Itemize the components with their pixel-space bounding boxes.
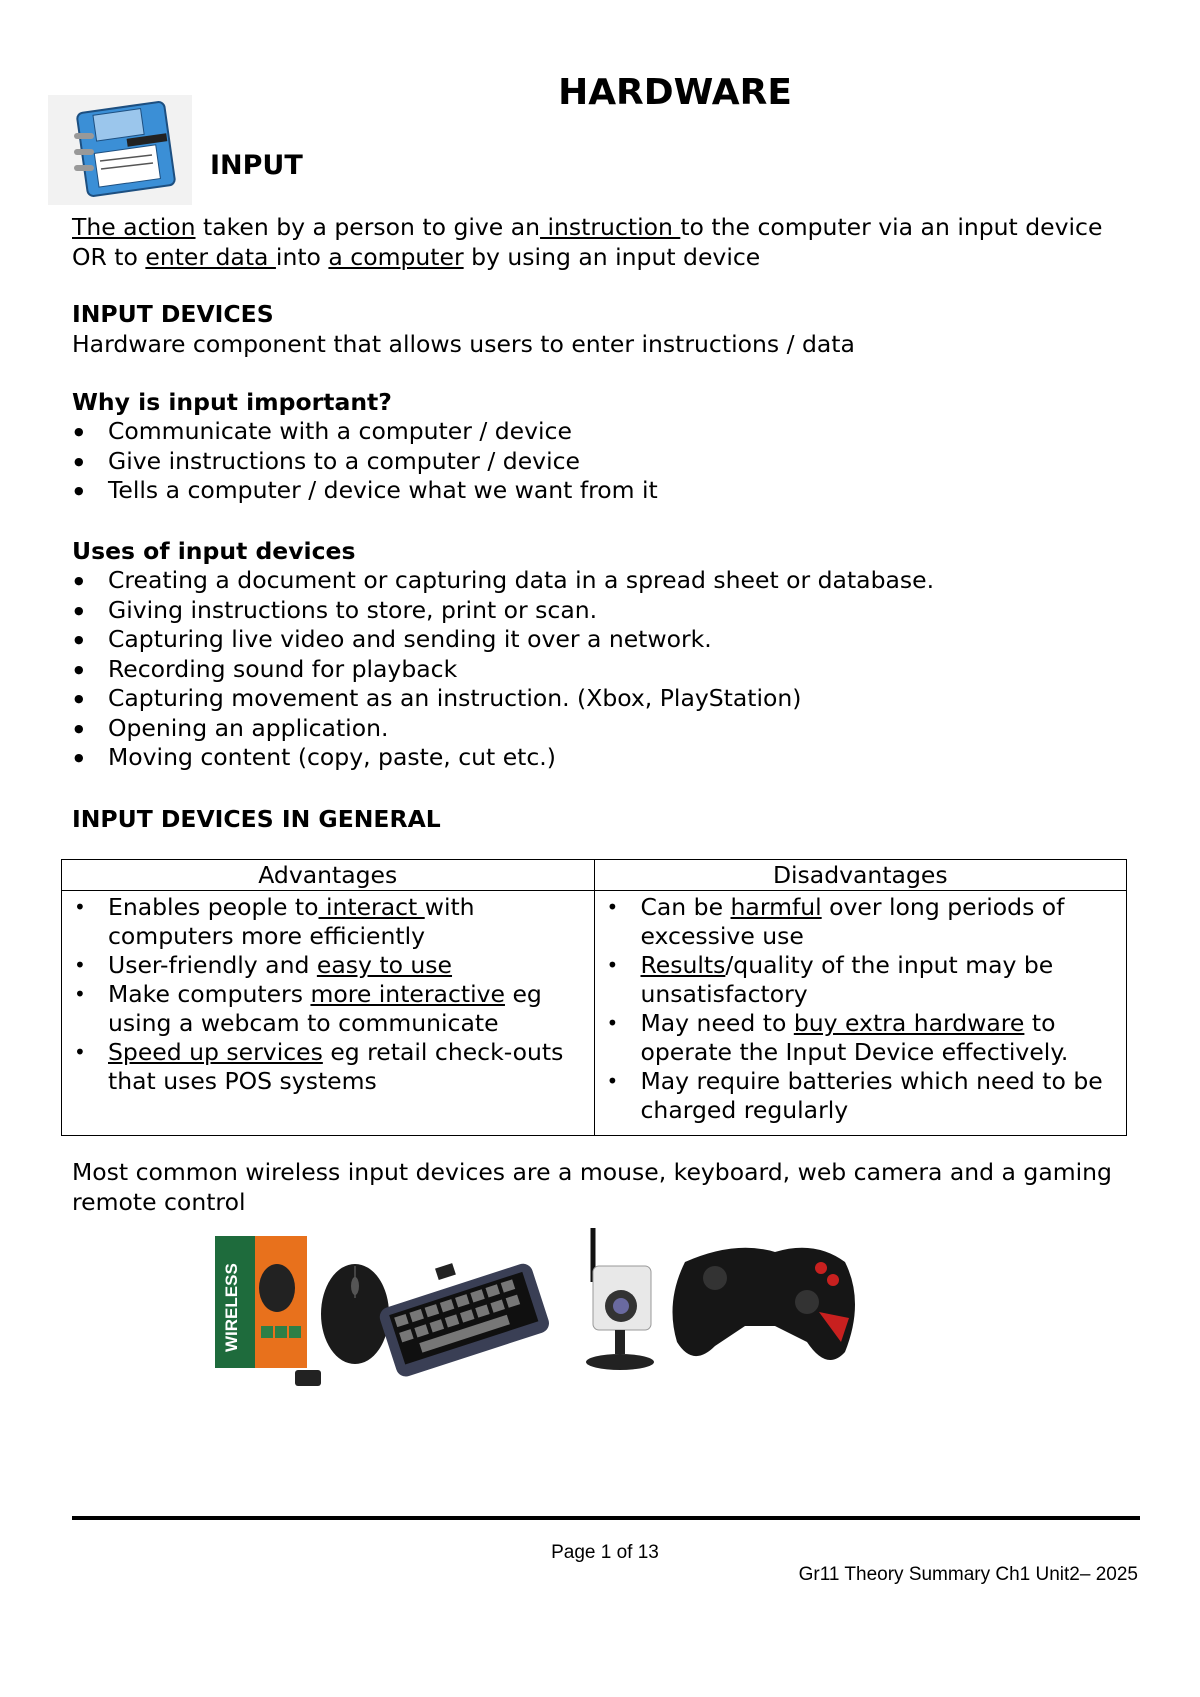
wireless-paragraph: Most common wireless input devices are a mouse, keyboard, web camera and a gaming remote control — [72, 1158, 1112, 1216]
list-item: ● Give instructions to a computer / device — [72, 447, 658, 477]
wireless-devices-illustration — [215, 1222, 905, 1392]
mouse-icon — [295, 1264, 389, 1386]
text-part: to operate the Input Device effectively. — [640, 1009, 1069, 1066]
list-item: ● Creating a document or capturing data in a spread sheet or database. — [72, 566, 934, 596]
general-heading: INPUT DEVICES IN GENERAL — [72, 805, 441, 833]
page-number: Page 1 of 13 — [551, 1542, 659, 1563]
definition-part: to the computer via an input device OR to — [72, 213, 1103, 271]
web-camera-icon — [586, 1228, 654, 1370]
list-item: ● Capturing movement as an instruction. (Xbox, PlayStation) — [72, 684, 934, 714]
disadvantage-item — [601, 1067, 1121, 1125]
text-part: interact — [318, 893, 425, 921]
list-item: ● Communicate with a computer / device — [72, 417, 658, 447]
floppy-disk-icon — [48, 95, 192, 205]
input-devices-text: Hardware component that allows users to enter instructions / data — [72, 330, 855, 358]
text-part: Can be — [640, 893, 731, 921]
page-title: HARDWARE — [558, 72, 792, 113]
list-item: ● Recording sound for playback — [72, 655, 934, 685]
list-item: ● Opening an application. — [72, 714, 934, 744]
text-part: Speed up services — [108, 1038, 323, 1066]
text-part: May require batteries which need to be charged regularly — [640, 1067, 1103, 1124]
text-part: Make computers — [108, 980, 311, 1008]
why-input-heading: Why is input important? — [72, 388, 392, 416]
text-part: eg retail check-outs that uses POS systems — [108, 1038, 564, 1095]
keyboard-icon — [370, 1240, 551, 1379]
advantage-item — [68, 1038, 588, 1096]
footer-note: Gr11 Theory Summary Ch1 Unit2– 2025 — [798, 1564, 1138, 1585]
text-part: Results — [640, 951, 726, 979]
definition-part: into — [275, 243, 329, 271]
definition-part: by using an input device — [463, 243, 761, 271]
uses-heading: Uses of input devices — [72, 537, 356, 565]
list-item: ● Moving content (copy, paste, cut etc.) — [72, 743, 934, 773]
text-part: /quality of the input may be unsatisfactory — [640, 951, 1054, 1008]
disadvantage-item — [601, 893, 1121, 951]
footer-divider — [72, 1516, 1140, 1520]
definition-part: enter data — [145, 243, 276, 271]
text-part: harmful — [730, 893, 822, 921]
advantages-cell — [62, 891, 595, 1136]
disadvantages-header: Disadvantages — [594, 860, 1127, 891]
disadvantage-item — [601, 1009, 1121, 1067]
uses-list — [72, 566, 934, 773]
text-part: eg using a webcam to communicate — [108, 980, 542, 1037]
definition-paragraph — [72, 212, 1132, 272]
advantages-header: Advantages — [62, 860, 595, 891]
text-part: with computers more efficiently — [108, 893, 475, 950]
advantage-item — [68, 980, 588, 1038]
list-item: ● Capturing live video and sending it over a network. — [72, 625, 934, 655]
advantage-item — [68, 951, 588, 980]
wireless-box-label: WIRELESS — [222, 1263, 241, 1352]
input-devices-heading: INPUT DEVICES — [72, 300, 274, 328]
advantage-item — [68, 893, 588, 951]
list-item: ● Tells a computer / device what we want from it — [72, 476, 658, 506]
text-part: buy extra hardware — [793, 1009, 1025, 1037]
text-part: over long periods of excessive use — [640, 893, 1065, 950]
text-part: Enables people to — [108, 893, 319, 921]
disadvantages-cell — [594, 891, 1127, 1136]
definition-part: a computer — [328, 243, 464, 271]
text-part: easy to use — [316, 951, 453, 979]
advantages-table — [61, 859, 1127, 1136]
text-part: more interactive — [310, 980, 505, 1008]
section-subtitle: INPUT — [210, 150, 303, 181]
definition-part: taken by a person to give an — [195, 213, 541, 241]
wireless-mouse-box-icon — [215, 1236, 307, 1368]
list-item: ● Giving instructions to store, print or scan. — [72, 596, 934, 626]
definition-part: instruction — [540, 213, 681, 241]
text-part: User-friendly and — [108, 951, 317, 979]
definition-part: The action — [72, 213, 196, 241]
why-input-list — [72, 417, 658, 506]
text-part: May need to — [640, 1009, 794, 1037]
game-controller-icon — [673, 1248, 856, 1360]
disadvantage-item — [601, 951, 1121, 1009]
